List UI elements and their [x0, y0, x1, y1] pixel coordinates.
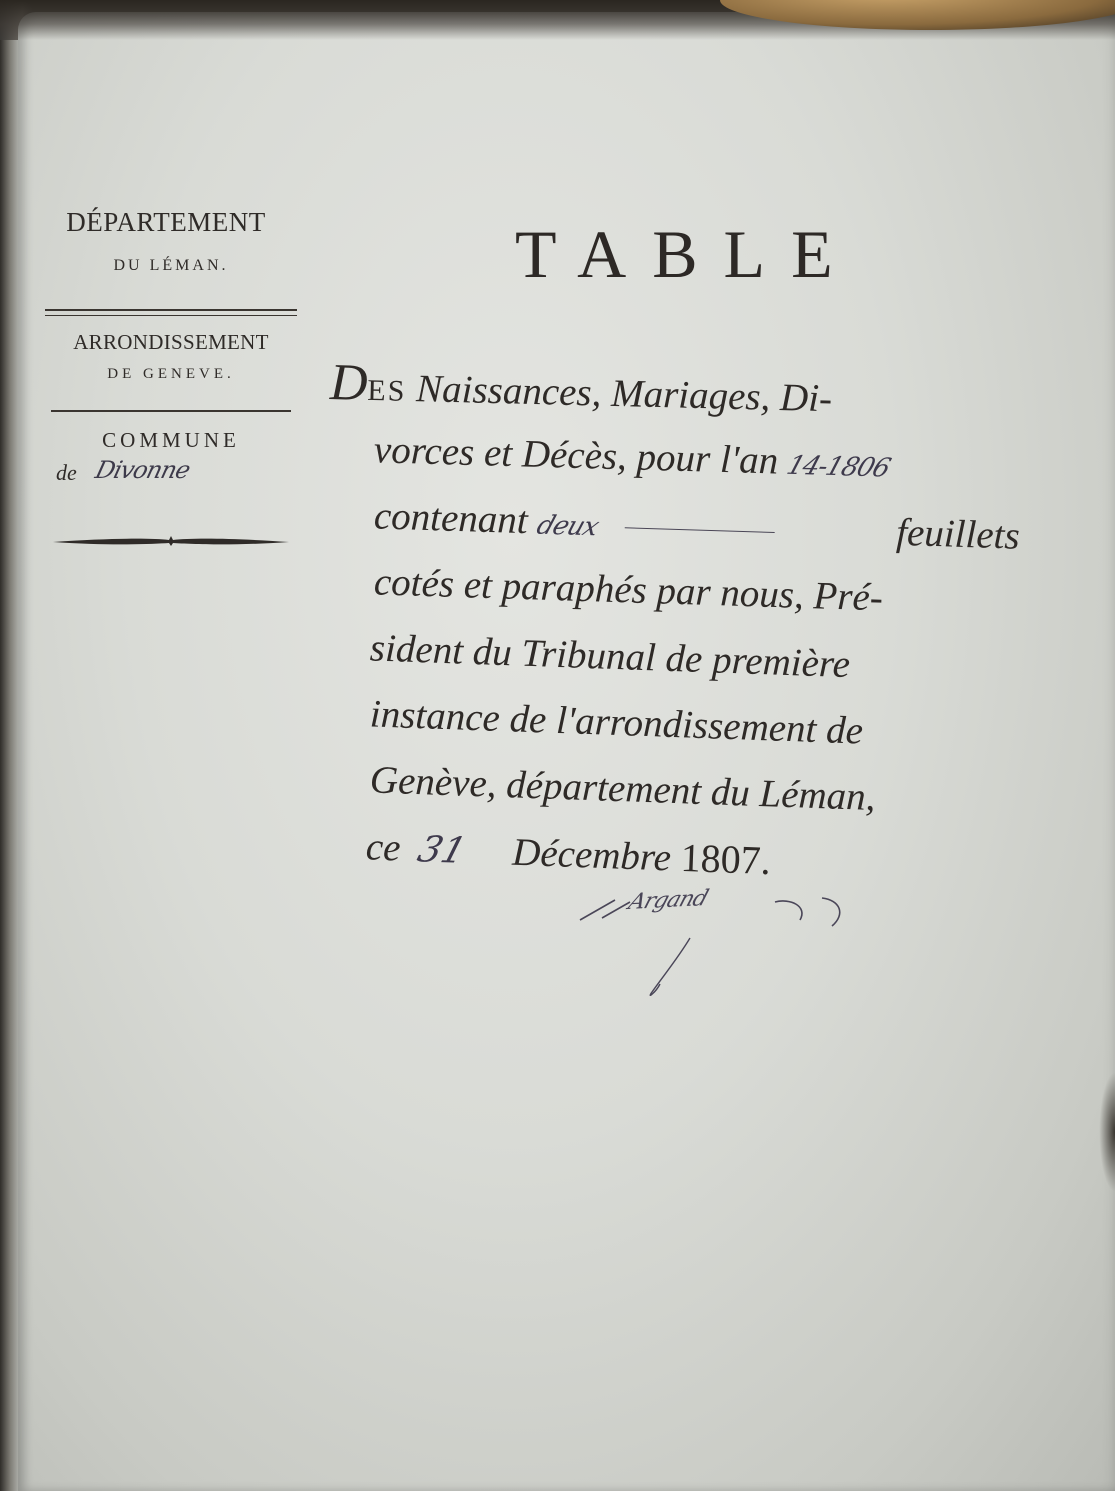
- signature-name: Argand: [625, 886, 711, 915]
- ornamental-rule: [51, 534, 291, 548]
- month-text: Décembre: [511, 830, 672, 880]
- page-stack-edge: [0, 40, 18, 1491]
- signature-flourish: [560, 880, 880, 1000]
- text-line: cotés et paraphés par nous, Pré-: [373, 560, 884, 620]
- year-text: 1807.: [679, 834, 772, 884]
- page-shadow: [1099, 1072, 1115, 1192]
- small-caps-text: ES: [366, 373, 407, 408]
- commune-line: [40, 456, 302, 496]
- text-line: instance de l'arrondissement de: [369, 692, 864, 753]
- line-text: ce: [365, 825, 402, 870]
- handwritten-dash: [625, 527, 775, 533]
- line-text: feuillets: [895, 510, 1021, 558]
- handwritten-year: 14-1806: [783, 450, 894, 484]
- arrondissement-title: ARRONDISSEMENT: [73, 330, 269, 354]
- department-name: DU LÉMAN.: [113, 257, 229, 274]
- double-rule-divider: [45, 309, 297, 316]
- line-text: vorces et Décès, pour l'an: [373, 428, 789, 483]
- drop-letter: D: [329, 354, 369, 412]
- administrative-header: [40, 205, 302, 553]
- commune-title: COMMUNE: [102, 428, 240, 452]
- text-line: Genève, département du Léman,: [369, 758, 877, 820]
- handwritten-day: 31: [412, 829, 471, 872]
- handwritten-count: deux: [532, 510, 602, 543]
- text-line: sident du Tribunal de première: [369, 626, 851, 687]
- line-text: contenant: [373, 494, 539, 543]
- rule-divider: [51, 410, 291, 412]
- signature: [560, 880, 880, 1000]
- commune-prefix: de: [56, 460, 77, 485]
- page-title: TABLE: [515, 216, 859, 292]
- arrondissement-name: DE GENEVE.: [107, 366, 235, 382]
- commune-name-handwritten: Divonne: [92, 456, 193, 484]
- department-title: DÉPARTEMENT: [66, 207, 266, 237]
- line-text: Naissances, Mariages, Di-: [405, 366, 833, 421]
- declaration-text: [329, 350, 1021, 884]
